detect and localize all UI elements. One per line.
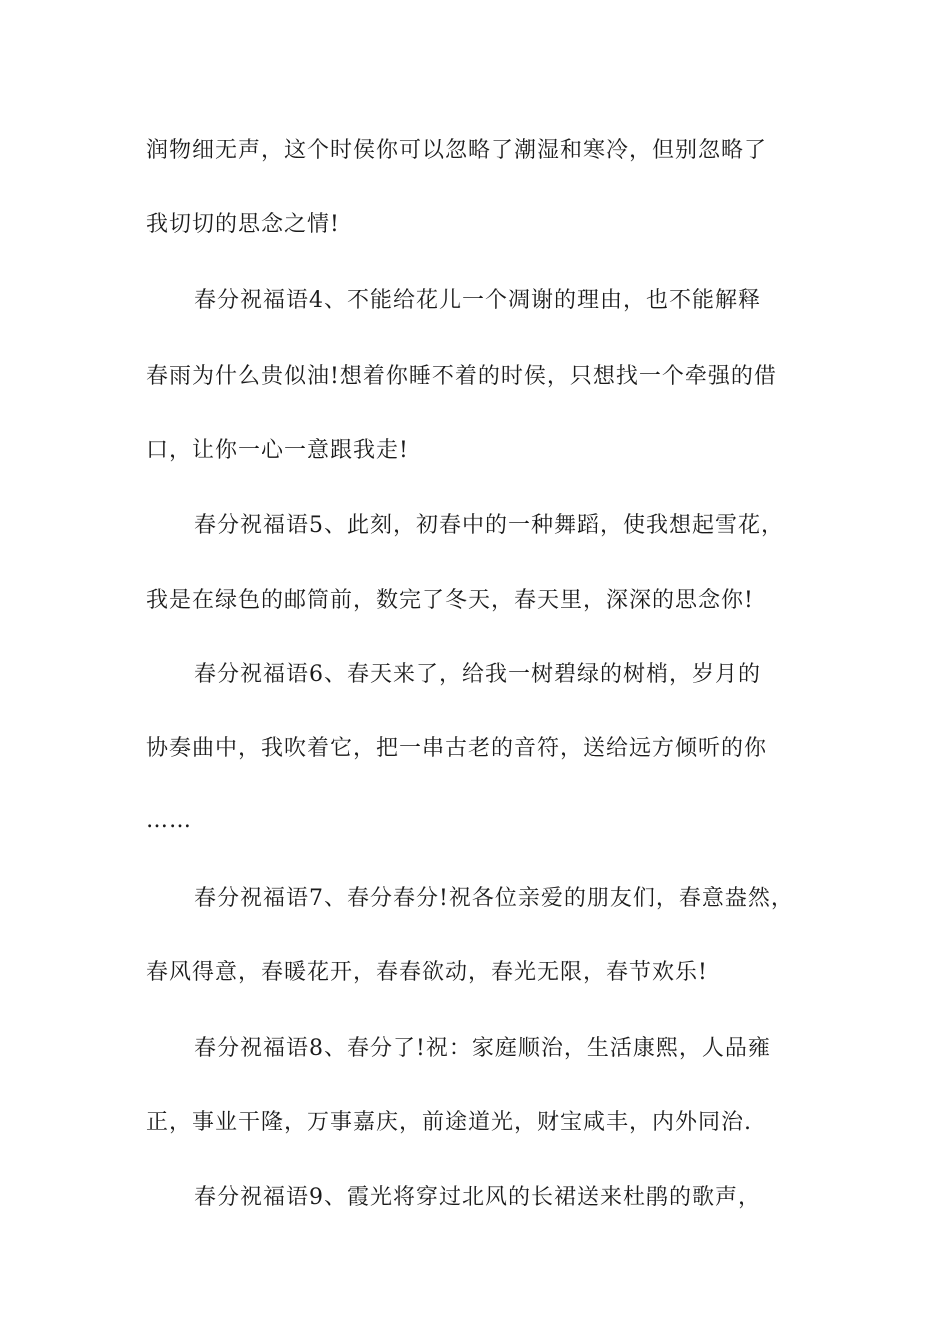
text-line: 我是在绿色的邮筒前，数完了冬天，春天里，深深的思念你! [146,588,754,613]
text-line: 春雨为什么贵似油!想着你睡不着的时侯，只想找一个牵强的借 [146,364,777,389]
paragraph-start-line: 春分祝福语5、此刻，初春中的一种舞蹈，使我想起雪花， [194,513,784,538]
text-line: 正，事业干隆，万事嘉庆，前途道光，财宝咸丰，内外同治. [146,1110,752,1135]
text-line: 协奏曲中，我吹着它，把一串古老的音符，送给远方倾听的你 [146,736,768,761]
text-line: 润物细无声，这个时侯你可以忽略了潮湿和寒冷，但别忽略了 [146,138,768,163]
paragraph-start-line: 春分祝福语9、霞光将穿过北风的长裙送来杜鹃的歌声， [194,1185,761,1210]
paragraph-start-line: 春分祝福语8、春分了!祝：家庭顺治，生活康熙，人品雍 [194,1036,771,1061]
paragraph-start-line: 春分祝福语4、不能给花儿一个凋谢的理由，也不能解释 [194,288,761,313]
text-line: 我切切的思念之情! [146,212,340,237]
paragraph-start-line: 春分祝福语6、春天来了，给我一树碧绿的树梢，岁月的 [194,662,761,687]
paragraph-start-line: 春分祝福语7、春分春分!祝各位亲爱的朋友们，春意盎然， [194,886,794,911]
ellipsis-line: …… [146,808,192,833]
text-line: 春风得意，春暖花开，春春欲动，春光无限，春节欢乐! [146,960,708,985]
text-line: 口，让你一心一意跟我走! [146,438,409,463]
